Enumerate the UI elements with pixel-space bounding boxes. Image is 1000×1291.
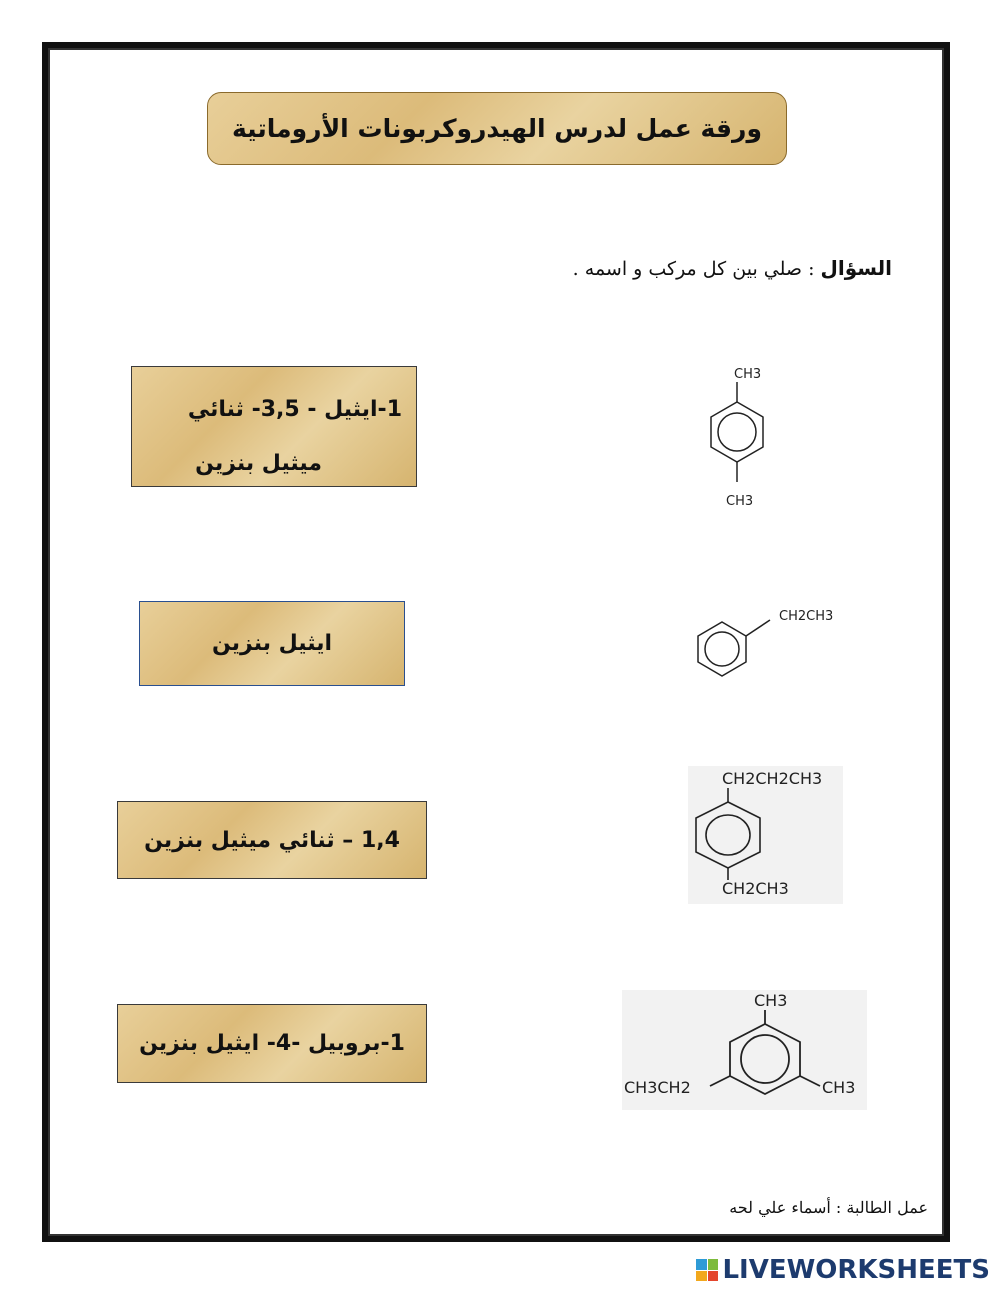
molecule-1-top-label: CH3 — [734, 367, 762, 382]
molecule-3-top-label: CH2CH2CH3 — [722, 769, 823, 788]
name-box-2[interactable] — [139, 601, 405, 686]
liveworksheets-logo[interactable] — [696, 1255, 990, 1285]
name-box-4[interactable] — [117, 1004, 427, 1083]
brand-text: LIVEWORKSHEETS — [722, 1255, 990, 1285]
molecule-4-left-label: CH3CH2 — [624, 1078, 691, 1097]
name-box-2-text: ايثيل بنزين — [211, 631, 333, 656]
question-text: : صلي بين كل مركب و اسمه . — [572, 258, 815, 280]
student-credit: عمل الطالبة : أسماء علي لحه — [729, 1198, 928, 1217]
name-box-1-line2: ميثيل بنزين — [195, 451, 322, 476]
name-box-3[interactable] — [117, 801, 427, 879]
molecule-1-bottom-label: CH3 — [726, 494, 754, 509]
liveworksheets-icon — [696, 1259, 718, 1281]
name-box-4-text: 1-بروبيل -4- ايثيل بنزين — [139, 1031, 405, 1056]
molecule-3[interactable] — [688, 766, 843, 904]
molecule-4-right-label: CH3 — [822, 1078, 856, 1097]
name-box-1-line1: 1-ايثيل - 3,5- ثنائي — [187, 397, 402, 422]
name-box-1[interactable] — [131, 366, 417, 487]
molecule-2-substituent: CH2CH3 — [779, 609, 834, 624]
molecule-2[interactable] — [690, 600, 850, 680]
molecule-4[interactable] — [622, 990, 867, 1110]
title-text: ورقة عمل لدرس الهيدروكربونات الأروماتية — [232, 114, 762, 143]
worksheet-title — [207, 92, 787, 165]
molecule-3-bottom-label: CH2CH3 — [722, 879, 789, 898]
question-line — [573, 256, 892, 280]
question-label: السؤال — [820, 256, 892, 280]
molecule-1[interactable] — [690, 360, 800, 520]
name-box-3-text: 1,4 – ثنائي ميثيل بنزين — [144, 827, 400, 853]
molecule-4-top-label: CH3 — [754, 991, 788, 1010]
